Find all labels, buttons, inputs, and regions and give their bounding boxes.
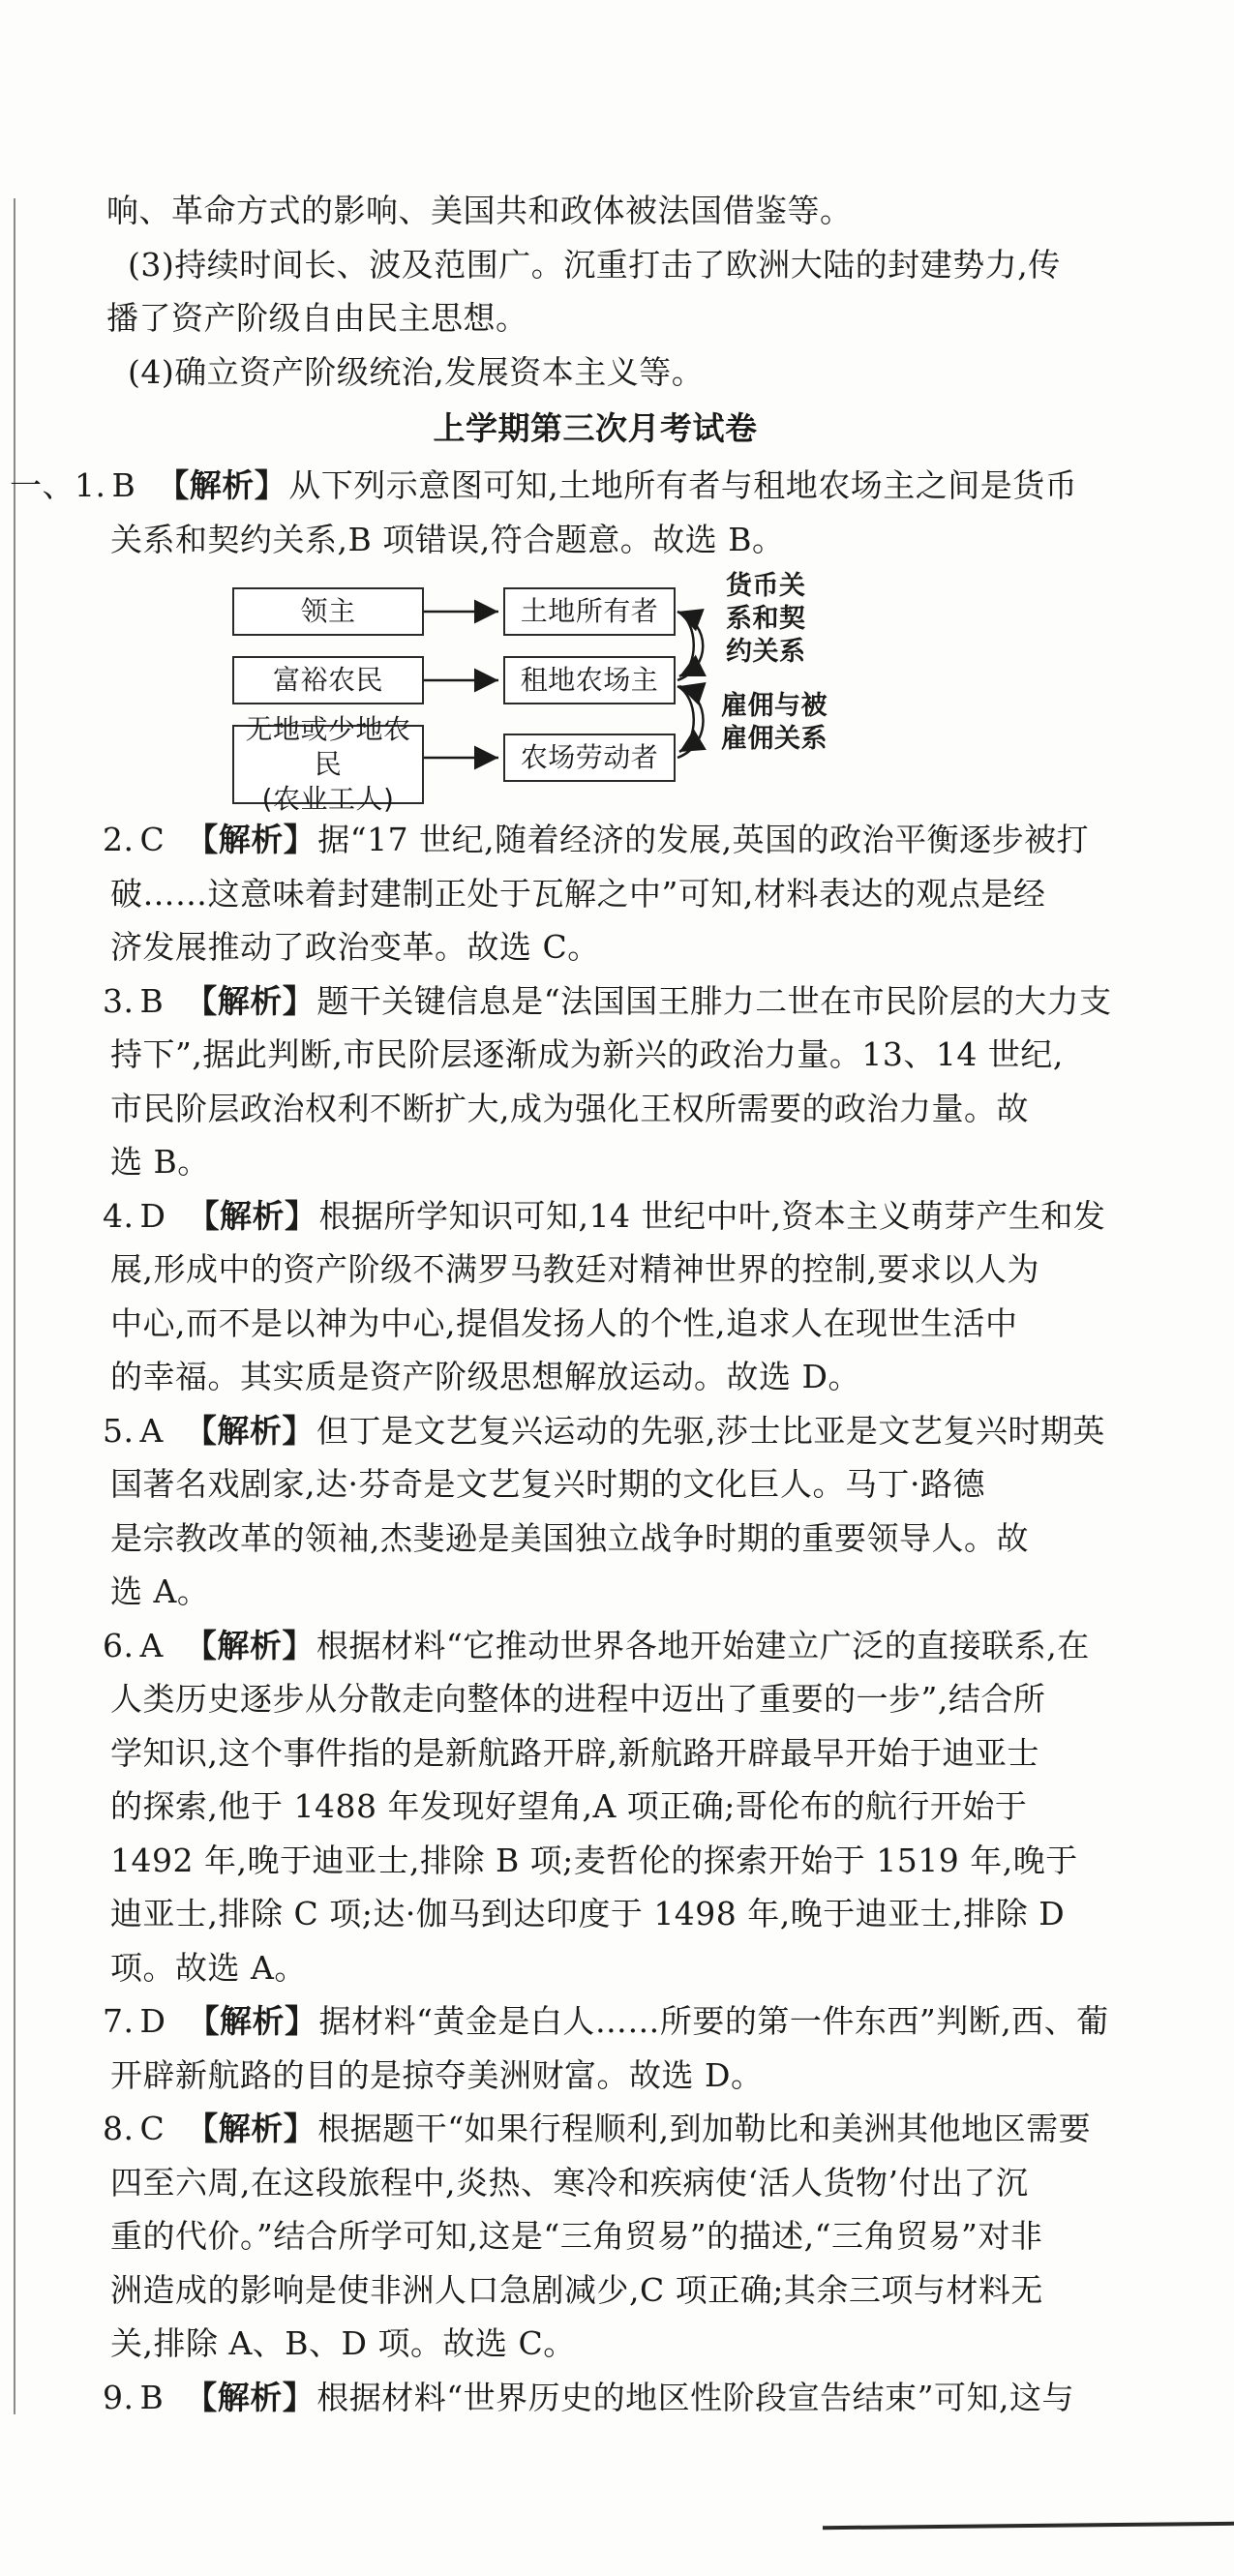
explanation-line: 从下列示意图可知,土地所有者与租地农场主之间是货币 [288,466,1078,504]
intro-line: 播了资产阶级自由民主思想。 [106,299,528,337]
explanation-line: 四至六周,在这段旅程中,炎热、寒冷和疾病使‘活人货物’付出了沉 [110,2163,1029,2202]
explanation-line: 是宗教改革的领袖,杰斐逊是美国独立战争时期的重要领导人。故 [110,1518,1029,1557]
section-title: 上学期第三次月考试卷 [433,409,758,447]
question-8 [103,2102,1092,2371]
analysis-tag: 【解析】 [186,821,316,858]
analysis-tag: 【解析】 [185,2378,316,2416]
question-list [103,813,1112,2424]
question-number: 2. [103,821,135,858]
label-money-contract: 货币关 系和契 约关系 [726,571,806,667]
question-9 [103,2371,1084,2425]
arrow-tenant-laborer [677,686,694,752]
question-number: 6. [103,1626,135,1664]
explanation-line: 选 A。 [110,1573,210,1610]
explanation-line: 展,形成中的资产阶级不满罗马教廷对精神世界的控制,要求以人为 [110,1250,1039,1288]
page-content [10,184,1112,2424]
explanation-line: 关系和契约关系,B 项错误,符合题意。故选 B。 [110,520,785,558]
box-lord: 领主 [232,587,424,636]
analysis-tag: 【解析】 [187,1196,317,1235]
answer-letter: B [139,981,165,1020]
explanation-line: 的幸福。其实质是资产阶级思想解放运动。故选 D。 [110,1358,860,1395]
explanation-line: 但丁是文艺复兴运动的先驱,莎士比亚是文艺复兴时期英 [316,1411,1105,1450]
question-number: 9. [103,2378,135,2416]
explanation-line: 重的代价。”结合所学可知,这是“三角贸易”的描述,“三角贸易”对非 [110,2217,1043,2255]
explanation-line: 市民阶层政治权利不断扩大,成为强化王权所需要的政治力量。故 [110,1089,1029,1127]
question-number: 8. [103,2110,135,2147]
explanation-line: 人类历史逐步从分散走向整体的进程中迈出了重要的一步”,结合所 [110,1680,1046,1718]
box-landowner: 土地所有者 [503,587,676,636]
explanation-line: 据材料“黄金是白人……所要的第一件东西”判断,西、葡 [318,2002,1109,2040]
explanation-line: 开辟新航路的目的是掠夺美洲财富。故选 D。 [110,2055,764,2094]
question-number: 4. [103,1196,135,1235]
relationship-diagram [106,566,1084,813]
question-number: 3. [103,981,135,1020]
answer-letter: B [139,2378,165,2416]
intro-line: 响、革命方式的影响、美国共和政体被法国借鉴等。 [106,192,853,229]
explanation-line: 根据所学知识可知,14 世纪中叶,资本主义萌芽产生和发 [318,1196,1106,1235]
box-tenant-farmer: 租地农场主 [503,656,676,704]
answer-letter: D [139,2002,166,2040]
answer-letter: D [139,1196,166,1235]
answer-letter: A [139,1626,164,1664]
explanation-line: 据“17 世纪,随着经济的发展,英国的政治平衡逐步被打 [317,821,1090,858]
explanation-line: 项。故选 A。 [110,1948,307,1987]
explanation-line: 根据题干“如果行程顺利,到加勒比和美洲其他地区需要 [317,2110,1092,2147]
explanation-line: 国著名戏剧家,达·芬奇是文艺复兴时期的文化巨人。马丁·路德 [110,1465,985,1503]
box-rich-farmer: 富裕农民 [232,656,424,704]
answer-letter: B [111,466,136,504]
explanation-line: 题干关键信息是“法国国王腓力二世在市民阶层的大力支 [316,981,1112,1020]
analysis-tag: 【解析】 [185,981,316,1020]
question-2 [103,813,1090,974]
answer-letter: C [139,821,166,858]
analysis-tag: 【解析】 [157,466,287,504]
explanation-line: 1492 年,晚于迪亚士,排除 B 项;麦哲伦的探索开始于 1519 年,晚于 [110,1841,1078,1879]
explanation-line: 根据材料“它推动世界各地开始建立广泛的直接联系,在 [316,1626,1090,1664]
question-number: 一、1. [10,466,106,504]
box-landless-peasant: 无地或少地农民 (农业工人) [232,725,424,804]
analysis-tag: 【解析】 [186,2110,316,2147]
bottom-rule [823,2522,1234,2530]
answer-letter: A [139,1411,164,1450]
explanation-line: 关,排除 A、B、D 项。故选 C。 [110,2324,576,2362]
arrow-tenant-landowner [677,612,703,680]
question-number: 5. [103,1411,135,1450]
question-7 [103,1994,1109,2102]
explanation-line: 选 B。 [110,1143,210,1181]
question-5 [103,1404,1105,1619]
explanation-line: 迪亚士,排除 C 项;达·伽马到达印度于 1498 年,晚于迪亚士,排除 D [110,1895,1066,1932]
question-6 [103,1619,1090,1995]
arrow-laborer-tenant [677,686,704,758]
margin-rule [14,198,15,2414]
intro-line: (4)确立资产阶级统治,发展资本主义等。 [128,352,705,391]
explanation-line: 济发展推动了政治变革。故选 C。 [110,928,600,966]
box-farm-laborer: 农场劳动者 [503,734,676,782]
intro-line: (3)持续时间长、波及范围广。沉重打击了欧洲大陆的封建势力,传 [128,245,1061,284]
explanation-line: 学知识,这个事件指的是新航路开辟,新航路开辟最早开始于迪亚士 [110,1733,1039,1772]
question-3 [103,974,1112,1189]
label-employment: 雇佣与被 雇佣关系 [721,691,828,754]
question-number: 7. [103,2002,135,2040]
explanation-line: 中心,而不是以神为中心,提倡发扬人的个性,追求人在现世生活中 [110,1303,1018,1342]
answer-letter: C [139,2110,166,2147]
analysis-tag: 【解析】 [184,1411,315,1450]
analysis-tag: 【解析】 [187,2002,317,2040]
explanation-line: 破……这意味着封建制正处于瓦解之中”可知,材料表达的观点是经 [110,874,1046,913]
explanation-line: 持下”,据此判断,市民阶层逐渐成为新兴的政治力量。13、14 世纪, [110,1035,1064,1073]
explanation-line: 洲造成的影响是使非洲人口急剧减少,C 项正确;其余三项与材料无 [110,2270,1043,2309]
explanation-line: 根据材料“世界历史的地区性阶段宣告结束”可知,这与 [316,2378,1074,2416]
analysis-tag: 【解析】 [184,1626,315,1664]
explanation-line: 的探索,他于 1488 年发现好望角,A 项正确;哥伦布的航行开始于 [110,1787,1028,1825]
question-1 [10,459,1084,566]
question-4 [103,1189,1106,1404]
